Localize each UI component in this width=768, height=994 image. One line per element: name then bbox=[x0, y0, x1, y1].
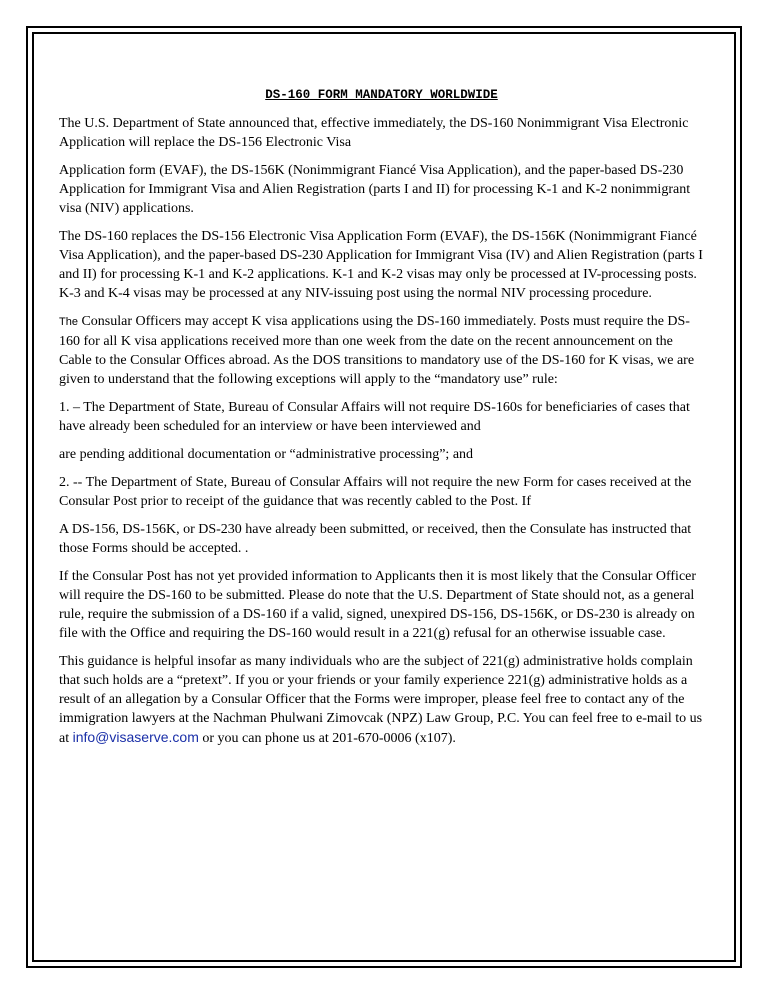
paragraph-contact bbox=[59, 652, 704, 748]
email-link[interactable]: info@visaserve.com bbox=[72, 729, 199, 745]
contact-text-before: This guidance is helpful insofar as many individuals who are the subject of 221(g) administrative holds complain that such holds are a “pretext”. If you or your friends or your family experience 221(g) administrative holds as a result of an allegation by a Consular Officer that the Forms were improper, please feel free to contact any of the immigration lawyers at the Nachman Phulwani Zimovcak (NPZ) Law Group, P.C. You can feel free to e-mail to us at bbox=[59, 654, 703, 746]
paragraph-announcement: The U.S. Department of State announced that, effective immediately, the DS-160 Nonimmigrant Visa Electronic Application will replace the DS-156 Electronic Visa bbox=[59, 116, 689, 150]
paragraph-consular-post: If the Consular Post has not yet provided information to Applicants then it is most likely that the Consular Officer will require the DS-160 to be submitted. Please do note that the U.S. Department of State should not, as a general rule, require the submission of a DS-160 if a valid, signed, unexpired DS-156, DS-156K, or DS-230 is already on file with the Office and requiring the DS-160 would result in a 221(g) refusal for an otherwise issuable case. bbox=[59, 569, 697, 641]
paragraph-consular-officers bbox=[59, 312, 704, 389]
paragraph-exception-1-cont: are pending additional documentation or “administrative processing”; and bbox=[59, 447, 474, 462]
paragraph-exception-1: 1. – The Department of State, Bureau of Consular Affairs will not require DS-160s for beneficiaries of cases that have already been scheduled for an interview or have been interviewed and bbox=[59, 400, 690, 434]
paragraph-replacement: The DS-160 replaces the DS-156 Electronic Visa Application Form (EVAF), the DS-156K (Nonimmigrant Fiancé Visa Application), and the paper-based DS-230 Application for Immigrant Visa (IV) and Alien Registration (parts I and II) for processing K-1 and K-2 applications. K-1 and K-2 visas may only be processed at IV-processing posts. K-3 and K-4 visas may be processed at any NIV-issuing post using the normal NIV processing procedure. bbox=[59, 229, 703, 301]
paragraph-consular-officers-text: Consular Officers may accept K visa applications using the DS-160 immediately. Posts must require the DS-160 for all K visa applications received more than one week from the date on the recent announcement on the Cable to the Consular Offices abroad. As the DOS transitions to mandatory use of the DS-160 for K visas, we are given to understand that the following exceptions will apply to the “mandatory use” rule: bbox=[59, 314, 695, 387]
document-title: DS-160 FORM MANDATORY WORLDWIDE bbox=[265, 88, 498, 102]
contact-text-after: or you can phone us at 201-670-0006 (x107). bbox=[198, 731, 456, 746]
paragraph-exception-2: 2. -- The Department of State, Bureau of Consular Affairs will not require the new Form for cases received at the Consular Post prior to receipt of the guidance that was recently cabled to the Post. If bbox=[59, 475, 692, 509]
document-body bbox=[59, 86, 704, 757]
paragraph-lead-word: The bbox=[59, 316, 78, 328]
paragraph-evaf: Application form (EVAF), the DS-156K (Nonimmigrant Fiancé Visa Application), and the paper-based DS-230 Application for Immigrant Visa and Alien Registration (parts I and II) for processing K-1 and K-2 nonimmigrant visa (NIV) applications. bbox=[59, 163, 691, 216]
paragraph-forms-accepted: A DS-156, DS-156K, or DS-230 have already been submitted, or received, then the Consulate has instructed that those Forms should be accepted. . bbox=[59, 522, 692, 556]
